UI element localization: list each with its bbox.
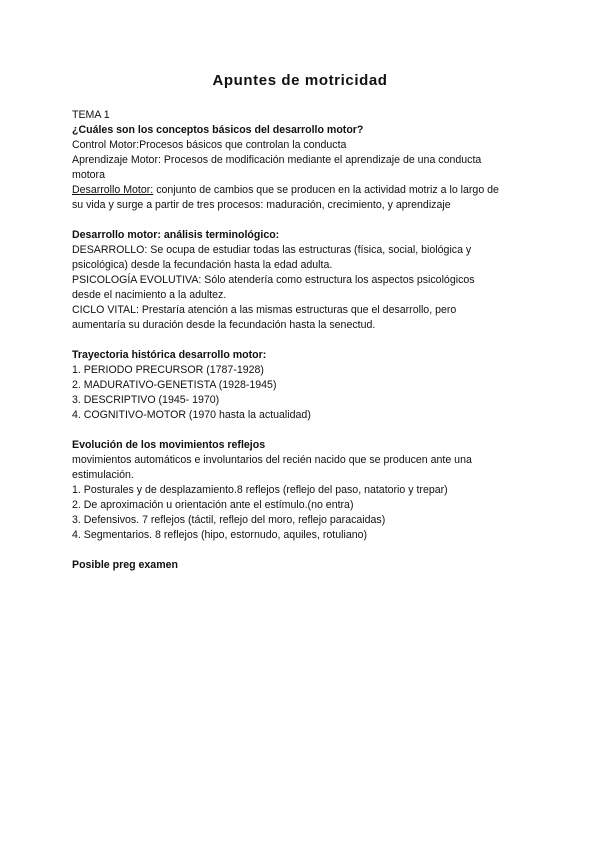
underlined-term: Desarrollo Motor: bbox=[72, 184, 154, 196]
text-line: DESARROLLO: Se ocupa de estudiar todas las estructuras (física, social, biológica y bbox=[72, 244, 472, 256]
text-line: su vida y surge a partir de tres procesos: maduración, crecimiento, y aprendizaje bbox=[72, 199, 451, 211]
section-spacer bbox=[72, 213, 532, 228]
list-item: 4. Segmentarios. 8 reflejos (hipo, estornudo, aquiles, rotuliano) bbox=[72, 529, 368, 541]
topic-label: TEMA 1 bbox=[72, 109, 110, 121]
list-item: 2. De aproximación u orientación ante el estímulo.(no entra) bbox=[72, 499, 354, 511]
section-heading-reflexes: Evolución de los movimientos reflejos bbox=[72, 439, 266, 451]
text-line: PSICOLOGÍA EVOLUTIVA: Sólo atendería como estructura los aspectos psicológicos bbox=[72, 274, 475, 286]
text-line: Aprendizaje Motor: Procesos de modificación mediante el aprendizaje de una conducta bbox=[72, 154, 482, 166]
text-line: aumentaría su duración desde la fecundación hasta la senectud. bbox=[72, 319, 376, 331]
text-line: movimientos automáticos e involuntarios del recién nacido que se producen ante una bbox=[72, 454, 472, 466]
section-spacer bbox=[72, 423, 532, 438]
text-line: desde el nacimiento a la adultez. bbox=[72, 289, 227, 301]
section-heading-terminology: Desarrollo motor: análisis terminológico: bbox=[72, 229, 280, 241]
term-definition: conjunto de cambios que se producen en la actividad motriz a lo largo de bbox=[153, 184, 499, 196]
section-spacer bbox=[72, 543, 532, 558]
document-title: Apuntes de motricidad bbox=[212, 72, 388, 89]
list-item: 1. PERIODO PRECURSOR (1787-1928) bbox=[72, 364, 264, 376]
list-item: 1. Posturales y de desplazamiento.8 reflejos (reflejo del paso, natatorio y trepar) bbox=[72, 484, 448, 496]
section-spacer bbox=[72, 333, 532, 348]
list-item: 4. COGNITIVO-MOTOR (1970 hasta la actualidad) bbox=[72, 409, 311, 421]
section-heading-history: Trayectoria histórica desarrollo motor: bbox=[72, 349, 267, 361]
list-item: 2. MADURATIVO-GENETISTA (1928-1945) bbox=[72, 379, 277, 391]
text-line: psicológica) desde la fecundación hasta la edad adulta. bbox=[72, 259, 333, 271]
text-line: estimulación. bbox=[72, 469, 134, 481]
text-line bbox=[72, 183, 532, 198]
section-heading-basic-concepts: ¿Cuáles son los conceptos básicos del desarrollo motor? bbox=[72, 124, 364, 136]
text-line: CICLO VITAL: Prestaría atención a las mismas estructuras que el desarrollo, pero bbox=[72, 304, 457, 316]
section-heading-exam: Posible preg examen bbox=[72, 559, 178, 571]
list-item: 3. Defensivos. 7 reflejos (táctil, reflejo del moro, reflejo paracaidas) bbox=[72, 514, 386, 526]
document-body bbox=[72, 108, 532, 573]
text-line: motora bbox=[72, 169, 105, 181]
text-line: Control Motor:Procesos básicos que controlan la conducta bbox=[72, 139, 347, 151]
list-item: 3. DESCRIPTIVO (1945- 1970) bbox=[72, 394, 220, 406]
